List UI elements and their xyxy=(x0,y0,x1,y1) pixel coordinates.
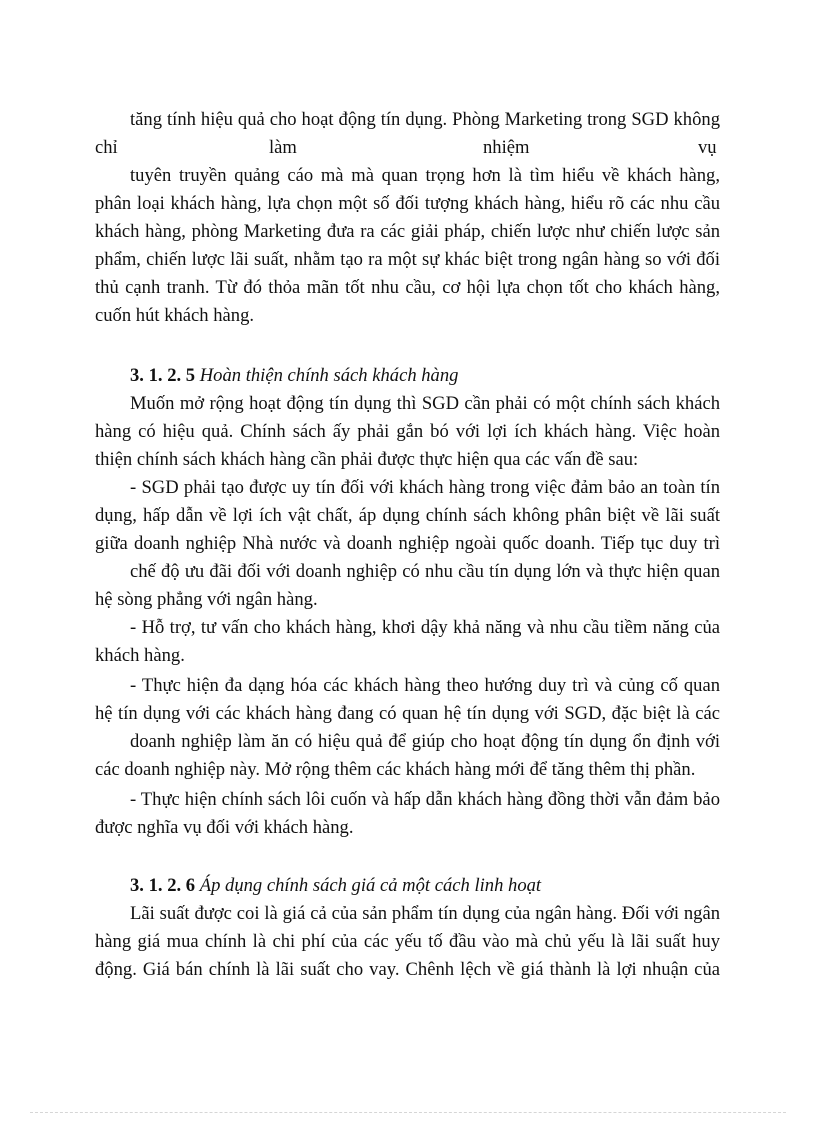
word: làm xyxy=(269,137,297,158)
word: chỉ xyxy=(95,137,118,158)
paragraph-line: giữa doanh nghiệp Nhà nước và doanh nghiệp ngoài quốc doanh. Tiếp tục duy trì xyxy=(95,533,720,554)
paragraph-line xyxy=(95,134,720,162)
paragraph-line: hệ tín dụng với các khách hàng đang có quan hệ tín dụng với SGD, đặc biệt là các xyxy=(95,703,720,724)
paragraph-line: thiện chính sách khách hàng cần phải được thực hiện qua các vấn đề sau: xyxy=(95,449,639,470)
paragraph-line: được nghĩa vụ đối với khách hàng. xyxy=(95,817,354,838)
paragraph-line: phẩm, chiến lược lãi suất, nhằm tạo ra một sự khác biệt trong ngân hàng so với đối xyxy=(95,249,720,270)
paragraph-line: Lãi suất được coi là giá cả của sản phẩm tín dụng của ngân hàng. Đối với ngân xyxy=(130,903,720,924)
paragraph-line: dụng, hấp dẫn về lợi ích vật chất, áp dụng chính sách không phân biệt về lãi suất xyxy=(95,505,720,526)
section-heading xyxy=(130,872,720,900)
section-heading xyxy=(130,362,720,390)
word: vụ xyxy=(698,137,717,158)
paragraph-line: hàng có hiệu quả. Chính sách ấy phải gắn bó với lợi ích khách hàng. Việc hoàn xyxy=(95,421,720,442)
paragraph-line: doanh nghiệp làm ăn có hiệu quả để giúp cho hoạt động tín dụng ổn định với xyxy=(130,731,720,752)
section-title: Áp dụng chính sách giá cả một cách linh hoạt xyxy=(199,875,542,896)
paragraph-line: tăng tính hiệu quả cho hoạt động tín dụng. Phòng Marketing trong SGD không xyxy=(130,109,720,130)
section-number: 3. 1. 2. 5 xyxy=(130,365,196,386)
paragraph-line: - SGD phải tạo được uy tín đối với khách hàng trong việc đảm bảo an toàn tín xyxy=(130,477,720,498)
section-title: Hoàn thiện chính sách khách hàng xyxy=(199,365,459,386)
paragraph-line: thủ cạnh tranh. Từ đó thỏa mãn tốt nhu cầu, cơ hội lựa chọn tốt cho khách hàng, xyxy=(95,277,720,298)
paragraph-line: khách hàng, phòng Marketing đưa ra các giải pháp, chiến lược như chiến lược sản xyxy=(95,221,720,242)
paragraph-line: - Thực hiện chính sách lôi cuốn và hấp dẫn khách hàng đồng thời vẫn đảm bảo xyxy=(130,789,720,810)
paragraph-line: các doanh nghiệp này. Mở rộng thêm các khách hàng mới để tăng thêm thị phần. xyxy=(95,759,696,780)
paragraph-line: - Hỗ trợ, tư vấn cho khách hàng, khơi dậy khả năng và nhu cầu tiềm năng của xyxy=(130,617,720,638)
paragraph-line: tuyên truyền quảng cáo mà mà quan trọng hơn là tìm hiểu về khách hàng, xyxy=(130,165,720,186)
page-bottom-border xyxy=(30,1112,786,1113)
section-number: 3. 1. 2. 6 xyxy=(130,875,196,896)
paragraph-line: động. Giá bán chính là lãi suất cho vay. Chênh lệch về giá thành là lợi nhuận của xyxy=(95,959,720,980)
paragraph-line: phân loại khách hàng, lựa chọn một số đối tượng khách hàng, hiểu rõ các nhu cầu xyxy=(95,193,720,214)
paragraph-line: khách hàng. xyxy=(95,645,185,666)
paragraph-line: cuốn hút khách hàng. xyxy=(95,305,255,326)
paragraph-line: chế độ ưu đãi đối với doanh nghiệp có nhu cầu tín dụng lớn và thực hiện quan xyxy=(130,561,720,582)
paragraph-line: hàng giá mua chính là chi phí của các yếu tố đầu vào mà chủ yếu là lãi suất huy xyxy=(95,931,720,952)
word: nhiệm xyxy=(483,137,530,158)
paragraph-line: hệ sòng phẳng với ngân hàng. xyxy=(95,589,318,610)
paragraph-line: - Thực hiện đa dạng hóa các khách hàng theo hướng duy trì và củng cố quan xyxy=(130,675,720,696)
paragraph-line: Muốn mở rộng hoạt động tín dụng thì SGD cần phải có một chính sách khách xyxy=(130,393,720,414)
